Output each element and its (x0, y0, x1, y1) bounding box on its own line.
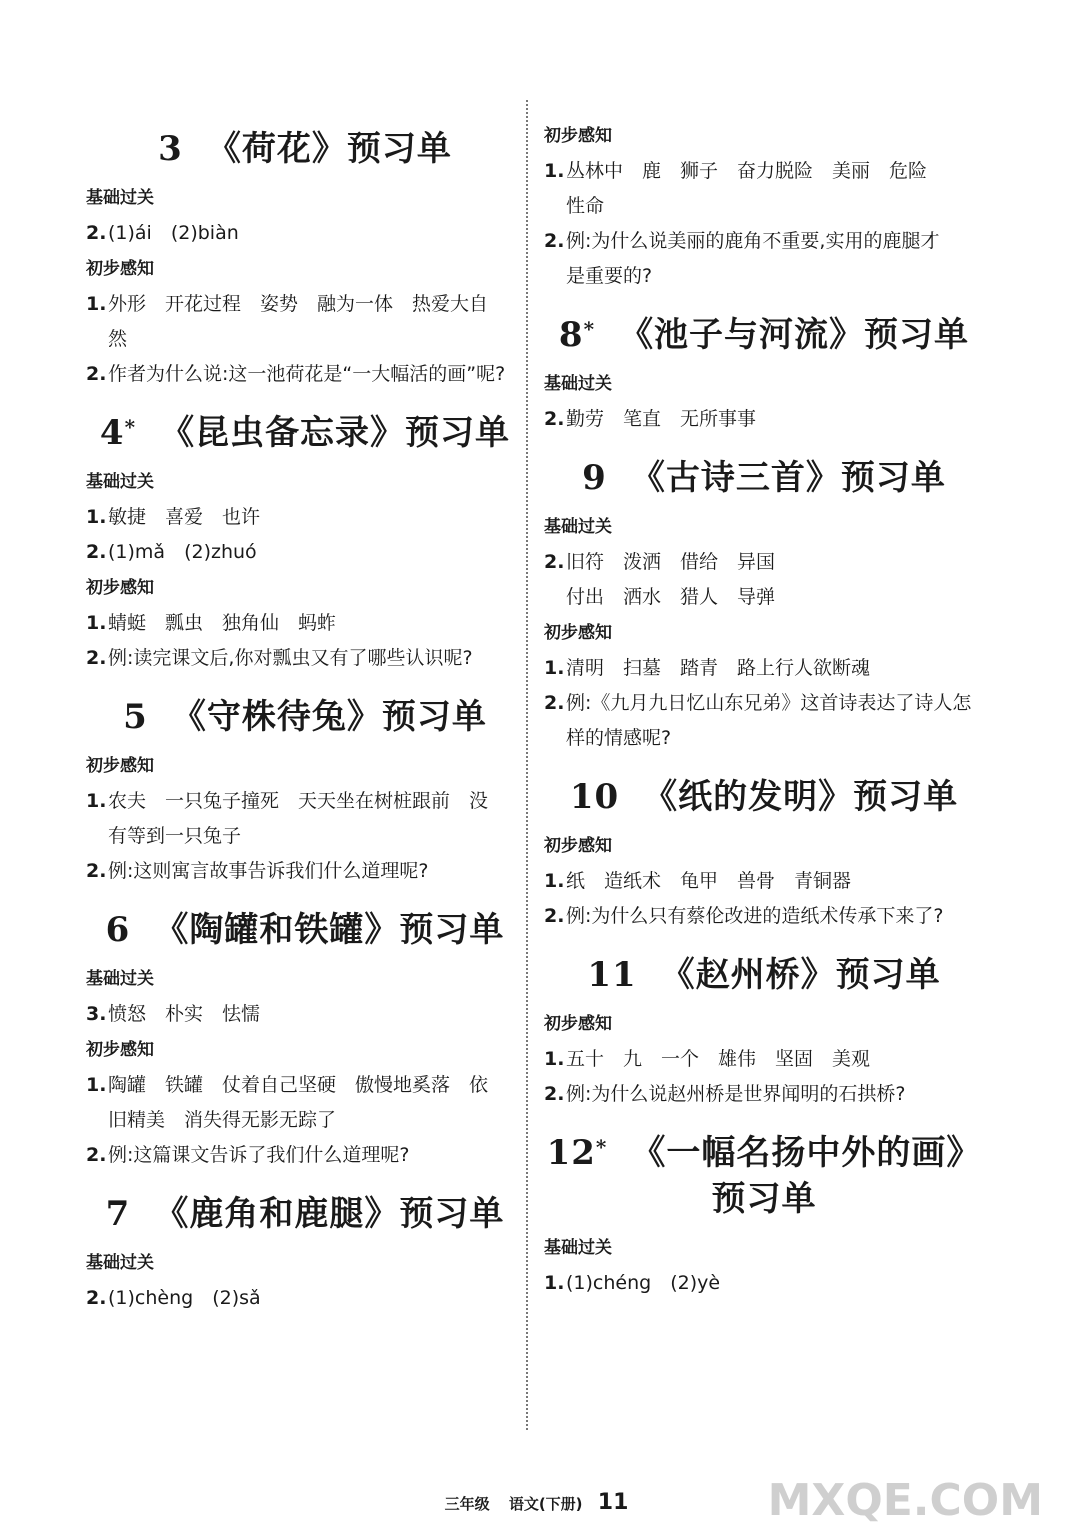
lesson-section (544, 312, 984, 437)
answer-item (86, 216, 524, 251)
answer-text (566, 224, 984, 294)
footer-grade: 三年级 (444, 1495, 490, 1513)
answer-item (544, 224, 984, 294)
answer-line-text: 作者为什么说:这一池荷花是“一大幅活的画”呢? (108, 363, 506, 385)
answer-line (108, 1068, 524, 1103)
section-heading: 初步感知 (86, 1040, 154, 1060)
answer-item (86, 1281, 524, 1316)
right-column (544, 118, 984, 1301)
answer-line-text: (1)mǎ (2)zhuó (108, 541, 257, 563)
lesson-title (544, 774, 984, 820)
section-heading: 初步感知 (86, 259, 154, 279)
answer-text (108, 854, 524, 889)
answer-item (86, 854, 524, 889)
left-column (86, 108, 524, 1316)
lesson-star: * (595, 1135, 608, 1159)
answer-text (108, 216, 524, 251)
answer-text (566, 651, 984, 686)
lesson-title (86, 410, 524, 456)
answer-line (108, 357, 524, 392)
section-heading: 初步感知 (544, 623, 612, 643)
answer-line (566, 189, 984, 224)
answer-line (566, 899, 984, 934)
answer-line (566, 864, 984, 899)
answer-item (86, 287, 524, 357)
lesson-title-text: 《守株待兔》预习单 (171, 697, 487, 737)
answer-line (566, 1266, 984, 1301)
answer-text (108, 500, 524, 535)
lesson-title (544, 1130, 984, 1222)
answer-item (544, 686, 984, 756)
answer-line (108, 819, 524, 854)
lesson-section (86, 907, 524, 1173)
lesson-section (86, 694, 524, 889)
lesson-title (544, 952, 984, 998)
answer-number: 1. (86, 612, 107, 634)
answer-item (544, 899, 984, 934)
lesson-star: * (124, 415, 137, 439)
answer-number: 2. (86, 363, 107, 385)
answer-number: 2. (544, 905, 565, 927)
lesson-title (544, 312, 984, 358)
answer-number: 1. (544, 160, 565, 182)
answer-item (86, 500, 524, 535)
answer-item (544, 864, 984, 899)
answer-line (108, 854, 524, 889)
answer-number: 1. (544, 1048, 565, 1070)
lesson-number-text: 10 (569, 777, 620, 817)
lesson-title (86, 1191, 524, 1237)
answer-number: 2. (86, 222, 107, 244)
answer-line (566, 259, 984, 294)
answer-line-text: 丛林中 鹿 狮子 奋力脱险 美丽 危险 (566, 160, 928, 182)
answer-number: 1. (86, 790, 107, 812)
answer-item (544, 402, 984, 437)
answer-line-text: 农夫 一只兔子撞死 天天坐在树桩跟前 没 (108, 790, 489, 812)
answer-item (544, 1077, 984, 1112)
lesson-number-text: 5 (123, 697, 148, 737)
answer-number: 1. (544, 1272, 565, 1294)
answer-line-text: 陶罐 铁罐 仗着自己坚硬 傲慢地奚落 依 (108, 1074, 489, 1096)
lesson-number (100, 413, 136, 453)
answer-line (108, 606, 524, 641)
lesson-number-text: 6 (105, 910, 131, 950)
lesson-title-text: 《池子与河流》预习单 (619, 315, 970, 355)
answer-line (566, 580, 984, 615)
lesson-number (559, 315, 595, 355)
answer-number: 1. (86, 1074, 107, 1096)
answer-text (566, 864, 984, 899)
answer-text (108, 357, 524, 392)
answer-line (566, 402, 984, 437)
answer-number: 1. (86, 506, 107, 528)
answer-line (108, 641, 524, 676)
answer-number: 1. (86, 293, 107, 315)
answer-number: 2. (544, 1083, 565, 1105)
lesson-number (570, 777, 619, 817)
section-heading: 基础过关 (544, 374, 612, 394)
answer-line-text: 勤劳 笔直 无所事事 (566, 408, 757, 430)
lesson-number-text: 9 (582, 458, 607, 498)
answer-text (108, 535, 524, 570)
answer-line-text: 然 (108, 328, 128, 350)
answer-item (544, 1266, 984, 1301)
answer-number: 2. (544, 408, 565, 430)
answer-line-text: 例:这则寓言故事告诉我们什么道理呢? (108, 860, 429, 882)
lesson-number-text: 11 (587, 955, 637, 995)
answer-line (566, 545, 984, 580)
lesson-star: * (583, 317, 596, 341)
answer-line (566, 154, 984, 189)
answer-text (566, 1077, 984, 1112)
lesson-number-text: 7 (105, 1194, 131, 1234)
answer-text (108, 641, 524, 676)
answer-item (86, 641, 524, 676)
answer-line-text: 蜻蜓 瓢虫 独角仙 蚂蚱 (108, 612, 337, 634)
answer-text (108, 997, 524, 1032)
answer-number: 2. (86, 541, 107, 563)
answer-number: 1. (544, 870, 565, 892)
lesson-title-text: 《一幅名扬中外的画》 (631, 1133, 982, 1173)
watermark: MXQE.COM (767, 1475, 1043, 1526)
lesson-section (86, 1191, 524, 1316)
lesson-title (86, 694, 524, 740)
lesson-number (123, 697, 148, 737)
lesson-number-text: 4 (99, 413, 125, 453)
answer-line-text: 愤怒 朴实 怯懦 (108, 1003, 261, 1025)
lesson-section (544, 774, 984, 934)
answer-text (108, 1068, 524, 1138)
lesson-number-text: 8 (558, 315, 584, 355)
answer-line (108, 1138, 524, 1173)
answer-line (108, 535, 524, 570)
section-heading: 基础过关 (86, 188, 154, 208)
lesson-number (587, 955, 636, 995)
answer-line-text: (1)chèng (2)sǎ (108, 1287, 261, 1309)
answer-item (86, 1138, 524, 1173)
answer-line (566, 224, 984, 259)
lesson-section (86, 410, 524, 676)
lesson-number (582, 458, 607, 498)
section-heading: 基础过关 (544, 1238, 612, 1258)
answer-line (108, 1281, 524, 1316)
answer-text (566, 1266, 984, 1301)
answer-line-text: 例:读完课文后,你对瓢虫又有了哪些认识呢? (108, 647, 473, 669)
answer-line-text: 纸 造纸术 龟甲 兽骨 青铜器 (566, 870, 852, 892)
answer-line (566, 686, 984, 721)
answer-item (86, 535, 524, 570)
lesson-title-line2: 预习单 (711, 1179, 817, 1219)
answer-text (566, 1042, 984, 1077)
answer-number: 3. (86, 1003, 107, 1025)
lesson-title (544, 455, 984, 501)
answer-line-text: 例:《九月九日忆山东兄弟》这首诗表达了诗人怎 (566, 692, 972, 714)
answer-number: 2. (544, 230, 565, 252)
answer-text (566, 686, 984, 756)
answer-text (566, 545, 984, 615)
answer-line (108, 500, 524, 535)
answer-line (566, 651, 984, 686)
lesson-section (544, 952, 984, 1112)
answer-line-text: 有等到一只兔子 (108, 825, 242, 847)
section-heading: 初步感知 (544, 126, 612, 146)
answer-line (566, 721, 984, 756)
answer-text (108, 784, 524, 854)
lesson-section (544, 455, 984, 756)
section-heading: 基础过关 (86, 472, 154, 492)
answer-line (566, 1077, 984, 1112)
answer-line-text: 旧精美 消失得无影无踪了 (108, 1109, 337, 1131)
answer-line (108, 997, 524, 1032)
lesson-title-text: 《荷花》预习单 (206, 129, 452, 169)
answer-line-text: 清明 扫墓 踏青 路上行人欲断魂 (566, 657, 871, 679)
lesson-title-text: 《陶罐和铁罐》预习单 (154, 910, 505, 950)
answer-item (544, 651, 984, 686)
answer-line-text: 旧符 泼洒 借给 异国 (566, 551, 776, 573)
column-divider (526, 100, 528, 1430)
answer-number: 2. (86, 860, 107, 882)
answer-line (108, 216, 524, 251)
footer-subject: 语文(下册) (508, 1495, 583, 1513)
lesson-number (106, 910, 131, 950)
answer-line-text: 是重要的? (566, 265, 653, 287)
answer-line-text: (1)chéng (2)yè (566, 1272, 721, 1294)
lesson-number-text: 12 (546, 1133, 596, 1173)
answer-text (108, 287, 524, 357)
lesson-number (158, 129, 183, 169)
answer-item (86, 606, 524, 641)
answer-item (86, 784, 524, 854)
answer-number: 2. (544, 692, 565, 714)
answer-item (86, 357, 524, 392)
answer-item (544, 1042, 984, 1077)
lesson-number-text: 3 (158, 129, 183, 169)
answer-text (566, 402, 984, 437)
answer-text (108, 1138, 524, 1173)
answer-line-text: 五十 九 一个 雄伟 坚固 美观 (566, 1048, 871, 1070)
answer-text (108, 1281, 524, 1316)
answer-line-text: 付出 洒水 猎人 导弹 (566, 586, 776, 608)
answer-line (566, 1042, 984, 1077)
lesson-title-text: 《纸的发明》预习单 (643, 777, 959, 817)
answer-number: 1. (544, 657, 565, 679)
section-heading: 初步感知 (86, 756, 154, 776)
lesson-number (547, 1133, 608, 1173)
answer-line-text: 敏捷 喜爱 也许 (108, 506, 261, 528)
section-heading: 基础过关 (544, 517, 612, 537)
answer-line (108, 322, 524, 357)
answer-line (108, 784, 524, 819)
answer-line-text: 例:为什么说赵州桥是世界闻明的石拱桥? (566, 1083, 906, 1105)
answer-line-text: 例:为什么只有蔡伦改进的造纸术传承下来了? (566, 905, 944, 927)
lesson-section (544, 118, 984, 294)
lesson-number (106, 1194, 131, 1234)
section-heading: 初步感知 (544, 836, 612, 856)
lesson-title (86, 126, 524, 172)
lesson-title-text: 《鹿角和鹿腿》预习单 (154, 1194, 505, 1234)
section-heading: 基础过关 (86, 969, 154, 989)
answer-number: 2. (86, 1287, 107, 1309)
section-heading: 初步感知 (544, 1014, 612, 1034)
answer-number: 2. (86, 1144, 107, 1166)
page-number: 11 (597, 1490, 629, 1515)
lesson-title-text: 《赵州桥》预习单 (660, 955, 941, 995)
lesson-title-text: 《古诗三首》预习单 (630, 458, 946, 498)
answer-text (566, 154, 984, 224)
answer-text (566, 899, 984, 934)
lesson-title-text: 《昆虫备忘录》预习单 (160, 413, 511, 453)
lesson-section (544, 1130, 984, 1301)
lesson-section (86, 126, 524, 392)
answer-number: 2. (86, 647, 107, 669)
answer-line-text: (1)ái (2)biàn (108, 222, 239, 244)
section-heading: 初步感知 (86, 578, 154, 598)
answer-number: 2. (544, 551, 565, 573)
answer-item (86, 1068, 524, 1138)
answer-line-text: 样的情感呢? (566, 727, 672, 749)
answer-line (108, 287, 524, 322)
answer-line-text: 性命 (566, 195, 605, 217)
answer-line (108, 1103, 524, 1138)
lesson-title (86, 907, 524, 953)
answer-line-text: 例:为什么说美丽的鹿角不重要,实用的鹿腿才 (566, 230, 940, 252)
answer-item (86, 997, 524, 1032)
answer-text (108, 606, 524, 641)
answer-item (544, 154, 984, 224)
answer-line-text: 外形 开花过程 姿势 融为一体 热爱大自 (108, 293, 489, 315)
section-heading: 基础过关 (86, 1253, 154, 1273)
answer-item (544, 545, 984, 615)
answer-line-text: 例:这篇课文告诉了我们什么道理呢? (108, 1144, 410, 1166)
